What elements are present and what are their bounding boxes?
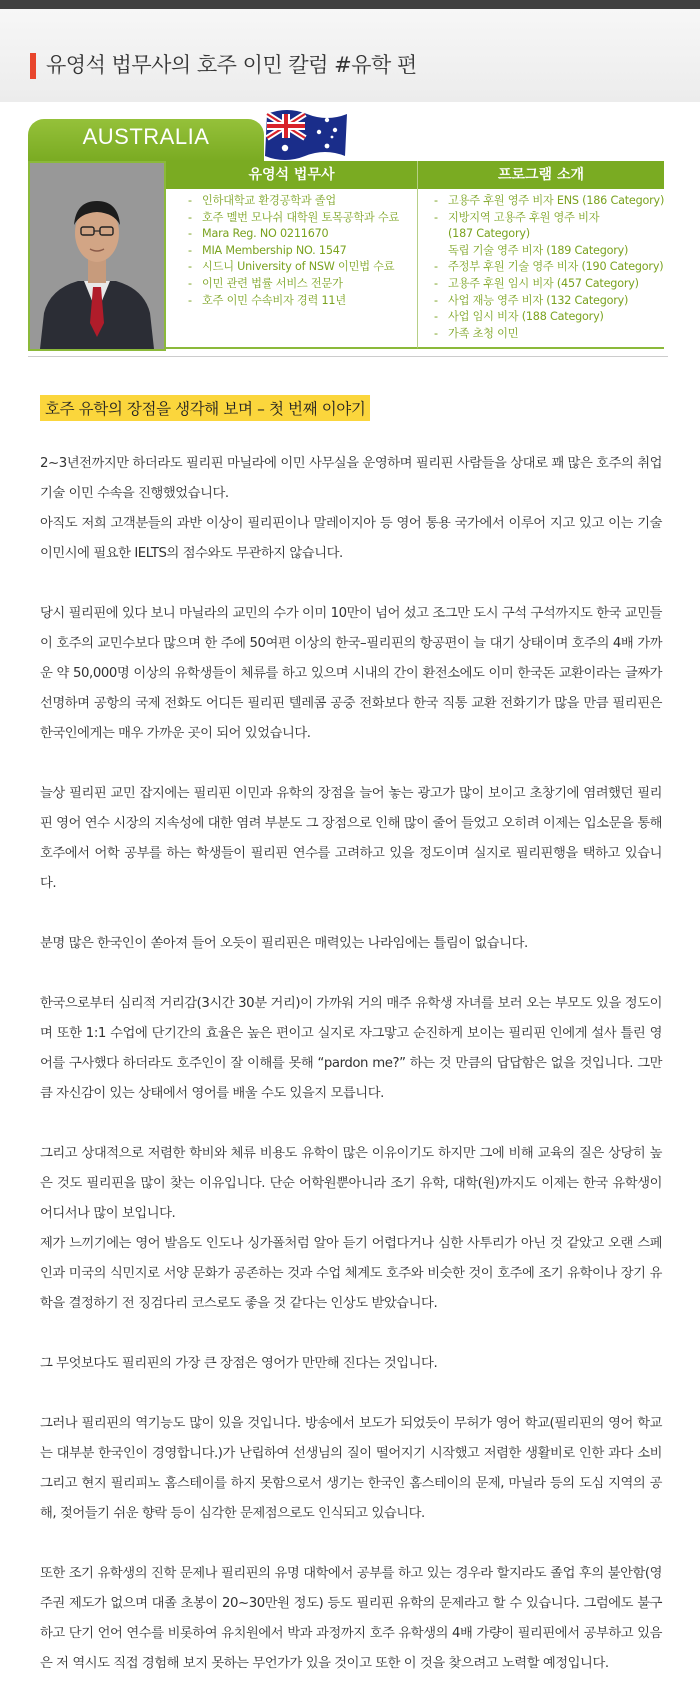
bullet-dash: - [188,260,192,274]
lawyer-credential-text: Mara Reg. NO 0211670 [202,227,329,241]
article-paragraph: 또한 조기 유학생의 진학 문제나 필리핀의 유명 대학에서 공부를 하고 있는 경우라 할지라도 졸업 후의 불안함(영주권 제도가 없으며 대졸 초봉이 20~30만원 정도) 등도 필리핀 유학의 문제라고 할 수 있습니다. 그럼에도 불구하고 단기 언어 연수를 비롯하여 유치원에서 박과 과정까지 호주 유학생의 4배 가량이 필리핀에서 공부하고 있음은 저 역시도 직접 경험해 보지 못하는 무언가가 있을 것이고 또한 이 것을 찾으려고 노력할 예정입니다. [40,1566,662,1671]
bullet-dash: - [434,276,438,290]
program-item-text: 사업 임시 비자 (188 Category) [448,310,604,324]
bullet-dash: - [434,260,438,274]
program-item [418,259,664,276]
program-item-text: 독립 기술 영주 비자 (189 Category) [448,243,629,257]
bullet-dash: - [188,227,192,241]
lawyer-credential-text: MIA Membership NO. 1547 [202,243,347,257]
program-item-text: (187 Category) [448,227,530,241]
lawyer-photo [28,161,166,351]
program-item-text: 지방지역 고용주 후원 영주 비자 [448,210,600,224]
program-heading: 프로그램 소개 [418,161,664,189]
program-item-text: 고용주 후원 임시 비자 (457 Category) [448,276,639,290]
country-tab [28,119,264,161]
program-item-text: 가족 초청 이민 [448,326,519,340]
article-paragraph: 2~3년전까지만 하더라도 필리핀 마닐라에 이민 사무실을 운영하며 필리핀 사람들을 상대로 꽤 많은 호주의 취업 기술 이민 수속을 진행했었습니다. [40,456,662,501]
bullet-dash: - [434,210,438,224]
article-paragraph: 늘상 필리핀 교민 잡지에는 필리핀 이민과 유학의 장점을 늘어 놓는 광고가 많이 보이고 초창기에 염려했던 필리핀 영어 연수 시장의 지속성에 대한 염려 부분도 그 장점으로 인해 많이 줄어 들었고 오히려 이제는 입소문을 통해 호주에서 어학 공부를 하는 학생들이 필리핀 연수를 고려하고 있을 정도이며 실지로 필리핀행을 택하고 있습니다. [40,786,662,891]
article-paragraph: 제가 느끼기에는 영어 발음도 인도나 싱가폴처럼 알아 듣기 어렵다거나 심한 사투리가 아닌 것 같았고 오랜 스페인과 미국의 식민지로 서양 문화가 공존하는 것과 수업 체계도 호주와 비슷한 것이 호주에 조기 유학이나 장기 유학을 결정하기 전 징검다리 코스로도 좋을 것 같다는 인상도 받았습니다. [40,1236,662,1311]
lawyer-info-column [166,161,418,349]
top-bar [0,0,700,9]
bullet-dash: - [188,293,192,307]
bullet-dash: - [434,326,438,340]
article-paragraph: 그리고 상대적으로 저렴한 학비와 체류 비용도 유학이 많은 이유이기도 하지만 그에 비해 교육의 질은 상당히 높은 것도 필리핀을 많이 찾는 이유입니다. 단순 어학원뿐아니라 조기 유학, 대학(원)까지도 이제는 한국 유학생이 어디서나 많이 보입니다. [40,1146,662,1221]
bullet-dash: - [434,293,438,307]
article-subtitle: 호주 유학의 장점을 생각해 보며 – 첫 번째 이야기 [40,395,370,421]
bullet-dash: - [188,194,192,207]
lawyer-credential-item [166,210,417,227]
article-body [40,449,662,1679]
bullet-dash: - [434,194,438,207]
lawyer-credential-item [166,293,417,310]
lawyer-credential-text: 호주 멜번 모나쉬 대학원 토목공학과 수료 [202,210,400,224]
lawyer-credential-item [166,243,417,260]
program-list [418,193,664,342]
australia-flag-icon [261,106,349,162]
lawyer-credential-text: 시드니 University of NSW 이민법 수료 [202,260,395,274]
lawyer-credential-item [166,193,417,210]
program-item [418,309,664,326]
lawyer-credentials-list [166,193,417,309]
bullet-dash: - [188,210,192,224]
lawyer-credential-text: 이민 관련 법률 서비스 전문가 [202,276,343,290]
section-divider [28,356,668,357]
lawyer-credential-item [166,226,417,243]
lawyer-credential-item [166,276,417,293]
article-paragraph: 그러나 필리핀의 역기능도 많이 있을 것입니다. 방송에서 보도가 되었듯이 무허가 영어 학교(필리핀의 영어 학교는 대부분 한국인이 경영합니다.)가 난립하여 선생님의 질이 떨어지기 시작했고 저렴한 생활비로 인한 과다 소비 그리고 현지 필리피노 홈스테이를 하지 못함으로서 생기는 한국인 홈스테이의 문제, 마닐라 등의 도심 지역의 공해, 젖어들기 쉬운 향락 등이 심각한 문제점으로도 인식되고 있습니다. [40,1416,662,1521]
page-title: 유영석 법무사의 호주 이민 칼럼 #유학 편 [46,53,417,77]
program-item [418,226,664,243]
program-item-text: 사업 재능 영주 비자 (132 Category) [448,293,629,307]
program-item-text: 고용주 후원 영주 비자 ENS (186 Category) [448,194,665,207]
article-paragraph: 아직도 저희 고객분들의 과반 이상이 필리핀이나 말레이지아 등 영어 통용 국가에서 이루어 지고 있고 이는 기술 이민시에 필요한 IELTS의 점수와도 무관하지 않습니다. [40,516,662,561]
bullet-dash: - [188,243,192,257]
bullet-dash: - [188,276,192,290]
program-item [418,193,664,210]
lawyer-credential-item [166,259,417,276]
article-paragraph: 그 무엇보다도 필리핀의 가장 큰 장점은 영어가 만만해 진다는 것입니다. [40,1356,438,1371]
article [40,395,662,1679]
program-item [418,243,664,260]
program-item [418,293,664,310]
program-item [418,276,664,293]
article-paragraph: 한국으로부터 심리적 거리감(3시간 30분 거리)이 가까워 거의 매주 유학생 자녀를 보러 오는 부모도 있을 정도이며 또한 1:1 수업에 단기간의 효율은 높은 편이고 실지로 자그맣고 순진하게 보이는 필리핀 인에게 설사 틀린 영어를 구사했다 하더라도 호주인이 잘 이해를 못해 “pardon me?” 하는 것 만큼의 답답함은 없을 것입니다. 그만큼 자신감이 있는 상태에서 영어를 배울 수도 있을지 모릅니다. [40,996,662,1101]
program-item-text: 주정부 후원 기술 영주 비자 (190 Category) [448,260,664,274]
title-marker [30,53,36,79]
lawyer-heading: 유영석 법무사 [166,161,417,189]
program-item [418,326,664,343]
article-paragraph: 분명 많은 한국인이 쏟아져 들어 오듯이 필리핀은 매력있는 나라임에는 틀림이 없습니다. [40,936,528,951]
program-column [418,161,664,349]
lawyer-credential-text: 인하대학교 환경공학과 졸업 [202,194,336,207]
country-tab-label: AUSTRALIA [82,124,210,149]
page-header [0,9,700,102]
lawyer-credential-text: 호주 이민 수속비자 경력 11년 [202,293,346,307]
bullet-dash: - [434,310,438,324]
article-paragraph: 당시 필리핀에 있다 보니 마닐라의 교민의 수가 이미 10만이 넘어 섰고 조그만 도시 구석 구석까지도 한국 교민들이 호주의 교민수보다 많으며 한 주에 50여편 이상의 한국–필리핀의 항공편이 늘 대기 상태이며 호주의 4배 가까운 약 50,000명 이상의 유학생들이 체류를 하고 있으며 시내의 간이 환전소에도 이미 한국돈 교환이라는 글짜가 선명하며 공항의 국제 전화도 어디든 필리핀 텔레콤 공중 전화보다 한국 직통 교환 전화기가 많을 만큼 필리핀은 한국인에게는 매우 가까운 곳이 되어 있었습니다. [40,606,662,741]
program-item [418,210,664,227]
